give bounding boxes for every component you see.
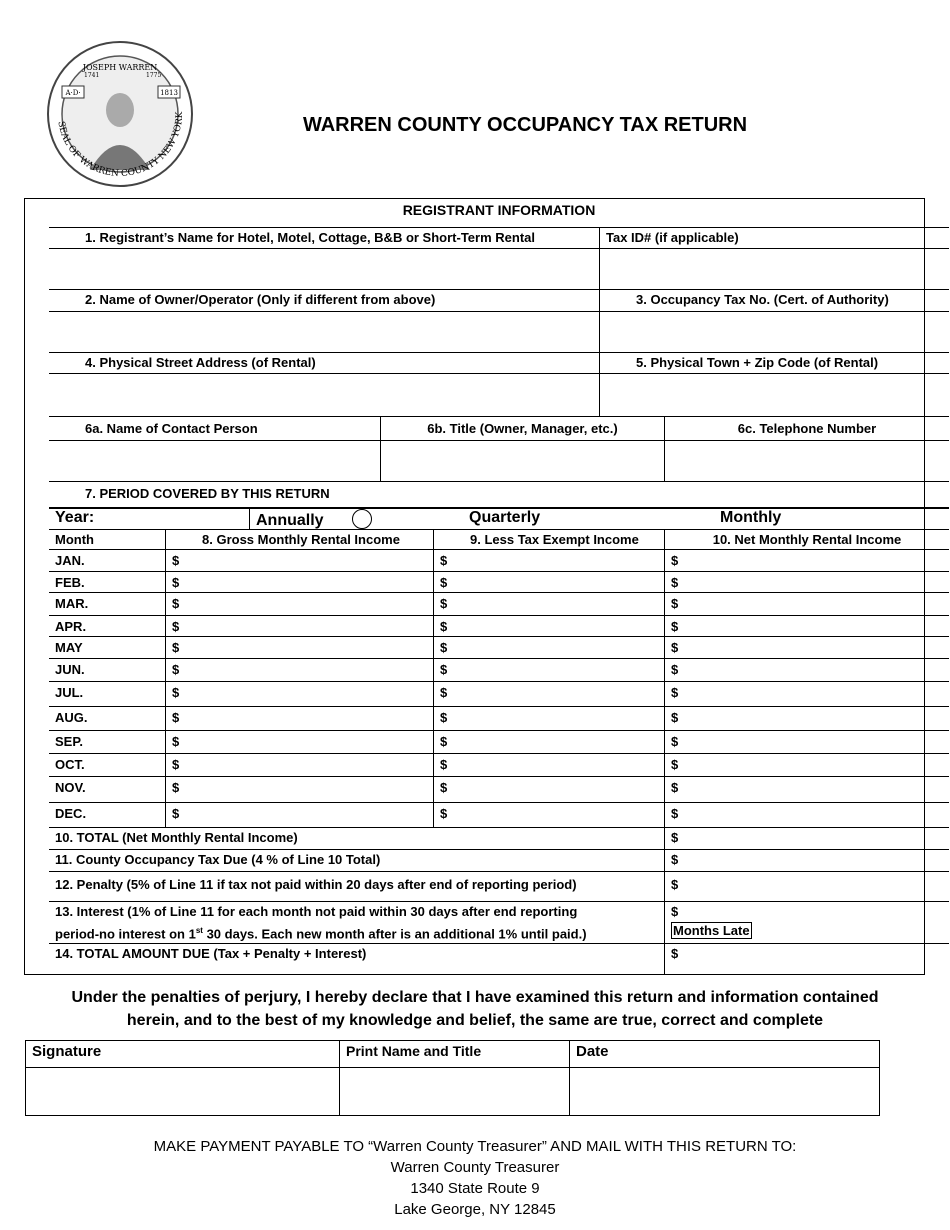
tax-exempt-field[interactable]: $	[433, 550, 664, 571]
svg-text:1775: 1775	[146, 72, 162, 79]
col-tax-exempt: 9. Less Tax Exempt Income	[433, 530, 664, 549]
svg-text:SEAL OF WARREN COUNTY NEW YORK: SEAL OF WARREN COUNTY NEW YORK	[55, 111, 186, 180]
gross-income-field[interactable]: $	[165, 707, 433, 730]
label-print-name: Print Name and Title	[339, 1041, 569, 1067]
svg-text:1741: 1741	[84, 72, 100, 79]
address-name: Warren County Treasurer	[390, 1159, 560, 1176]
col-net-income: 10. Net Monthly Rental Income	[664, 530, 949, 549]
month-row	[49, 549, 949, 571]
gross-income-field[interactable]: $	[165, 682, 433, 706]
label-year: Year:	[55, 509, 95, 526]
payment-instructions	[0, 1136, 950, 1220]
net-income-field[interactable]: $	[664, 659, 949, 681]
month-label: APR.	[55, 619, 87, 634]
net-income-field[interactable]: $	[664, 616, 949, 636]
net-income-field[interactable]: $	[664, 682, 949, 706]
gross-income-field[interactable]: $	[165, 637, 433, 658]
month-label: JUN.	[55, 662, 85, 677]
net-income-field[interactable]: $	[664, 572, 949, 592]
perjury-declaration	[20, 986, 930, 1032]
tax-exempt-field[interactable]: $	[433, 777, 664, 802]
col-month: Month	[55, 532, 94, 547]
month-label: JUL.	[55, 685, 84, 700]
tax-exempt-field[interactable]: $	[433, 637, 664, 658]
month-row	[49, 636, 949, 658]
contact-title-field[interactable]	[380, 441, 664, 481]
label-line-13-interest	[49, 902, 664, 943]
net-income-field[interactable]: $	[664, 550, 949, 571]
payment-payable-line: MAKE PAYMENT PAYABLE TO “Warren County Treasurer” AND MAIL WITH THIS RETURN TO:	[153, 1138, 797, 1155]
label-line-10-total: 10. TOTAL (Net Monthly Rental Income)	[55, 830, 298, 845]
label-owner-operator: 2. Name of Owner/Operator (Only if different from above)	[85, 292, 436, 307]
registrant-name-field[interactable]	[49, 249, 599, 289]
svg-text:A·D·: A·D·	[65, 89, 81, 97]
month-label: SEP.	[55, 734, 83, 749]
line-13-text-1: 13. Interest (1% of Line 11 for each month not paid within 30 days after end reporting	[55, 904, 578, 919]
months-late-field[interactable]: Months Late	[673, 923, 750, 938]
gross-income-field[interactable]: $	[165, 550, 433, 571]
net-income-field[interactable]: $	[664, 637, 949, 658]
signature-table	[25, 1040, 880, 1116]
annually-label: Annually	[256, 512, 324, 529]
line-13-interest-field[interactable]: $	[671, 904, 679, 919]
month-row	[49, 615, 949, 636]
annually-radio[interactable]	[352, 509, 372, 529]
telephone-field[interactable]	[664, 441, 949, 481]
tax-exempt-field[interactable]: $	[433, 659, 664, 681]
label-contact-person: 6a. Name of Contact Person	[85, 421, 258, 436]
option-quarterly[interactable]: Quarterly	[469, 509, 541, 526]
label-occupancy-tax-no: 3. Occupancy Tax No. (Cert. of Authority)	[599, 290, 949, 311]
gross-income-field[interactable]: $	[165, 616, 433, 636]
month-row	[49, 592, 949, 615]
month-label: MAR.	[55, 596, 89, 611]
month-label: FEB.	[55, 575, 85, 590]
tax-exempt-field[interactable]: $	[433, 803, 664, 827]
address-street: 1340 State Route 9	[410, 1180, 540, 1197]
month-row	[49, 776, 949, 802]
address-city: Lake George, NY 12845	[394, 1201, 556, 1218]
month-row	[49, 753, 949, 776]
tax-exempt-field[interactable]: $	[433, 593, 664, 615]
tax-return-form	[24, 198, 925, 975]
gross-income-field[interactable]: $	[165, 803, 433, 827]
month-row	[49, 658, 949, 681]
month-row	[49, 571, 949, 592]
net-income-field[interactable]: $	[664, 803, 949, 827]
svg-text:1813: 1813	[160, 89, 178, 97]
gross-income-field[interactable]: $	[165, 754, 433, 776]
declaration-line-2: herein, and to the best of my knowledge and belief, the same are true, correct and complete	[126, 1012, 824, 1029]
tax-exempt-field[interactable]: $	[433, 707, 664, 730]
gross-income-field[interactable]: $	[165, 659, 433, 681]
label-period-covered: 7. PERIOD COVERED BY THIS RETURN	[85, 486, 330, 501]
tax-exempt-field[interactable]: $	[433, 731, 664, 753]
signature-field[interactable]	[26, 1068, 339, 1116]
line-13-text-2: period-no interest on 1st 30 days. Each new month after is an additional 1% until paid.)	[55, 926, 587, 942]
tax-exempt-field[interactable]: $	[433, 616, 664, 636]
month-row	[49, 730, 949, 753]
line-10-total-field[interactable]: $	[664, 828, 949, 849]
month-label: JAN.	[55, 553, 85, 568]
tax-exempt-field[interactable]: $	[433, 572, 664, 592]
col-gross-income: 8. Gross Monthly Rental Income	[165, 530, 433, 549]
owner-operator-field[interactable]	[49, 312, 599, 352]
label-line-14-total-due: 14. TOTAL AMOUNT DUE (Tax + Penalty + Interest)	[55, 946, 367, 961]
gross-income-field[interactable]: $	[165, 777, 433, 802]
option-monthly[interactable]: Monthly	[720, 509, 782, 526]
net-income-field[interactable]: $	[664, 731, 949, 753]
declaration-line-1: Under the penalties of perjury, I hereby declare that I have examined this return and information contained	[71, 989, 879, 1006]
gross-income-field[interactable]: $	[165, 593, 433, 615]
svg-text:JOSEPH WARREN: JOSEPH WARREN	[82, 63, 158, 72]
label-tax-id: Tax ID# (if applicable)	[599, 228, 949, 248]
contact-person-field[interactable]	[49, 441, 380, 481]
label-town-zip: 5. Physical Town + Zip Code (of Rental)	[599, 353, 949, 373]
month-label: OCT.	[55, 757, 85, 772]
label-contact-title: 6b. Title (Owner, Manager, etc.)	[380, 417, 664, 440]
label-line-12-penalty: 12. Penalty (5% of Line 11 if tax not paid within 20 days after end of reporting period)	[55, 877, 577, 892]
month-label: MAY	[55, 640, 83, 655]
line-11-tax-due-field[interactable]: $	[664, 850, 949, 871]
tax-exempt-field[interactable]: $	[433, 754, 664, 776]
print-name-field[interactable]	[339, 1068, 569, 1116]
label-signature: Signature	[32, 1043, 102, 1060]
net-income-field[interactable]: $	[664, 777, 949, 802]
registrant-heading-row	[49, 198, 949, 227]
label-street-address: 4. Physical Street Address (of Rental)	[85, 355, 316, 370]
label-date: Date	[569, 1041, 879, 1067]
option-annually[interactable]	[249, 509, 429, 529]
month-label: DEC.	[55, 806, 87, 821]
warren-county-seal-logo	[44, 40, 196, 188]
month-label: NOV.	[55, 780, 86, 795]
registrant-heading: REGISTRANT INFORMATION	[402, 202, 596, 218]
month-label: AUG.	[55, 710, 88, 725]
net-income-field[interactable]: $	[664, 593, 949, 615]
net-income-field[interactable]: $	[664, 754, 949, 776]
month-row	[49, 681, 949, 706]
month-row	[49, 706, 949, 730]
street-address-field[interactable]	[49, 374, 599, 416]
net-income-field[interactable]: $	[664, 707, 949, 730]
occupancy-tax-no-field[interactable]	[599, 312, 949, 352]
page-title: WARREN COUNTY OCCUPANCY TAX RETURN	[302, 114, 748, 136]
line-12-penalty-field[interactable]: $	[664, 872, 949, 901]
month-row	[49, 802, 949, 827]
line-14-total-due-field[interactable]: $	[664, 944, 949, 975]
label-registrant-name: 1. Registrant’s Name for Hotel, Motel, Cottage, B&B or Short-Term Rental	[85, 230, 535, 245]
label-line-11-tax-due: 11. County Occupancy Tax Due (4 % of Line 10 Total)	[55, 852, 381, 867]
date-field[interactable]	[569, 1068, 879, 1116]
gross-income-field[interactable]: $	[165, 731, 433, 753]
gross-income-field[interactable]: $	[165, 572, 433, 592]
tax-exempt-field[interactable]: $	[433, 682, 664, 706]
label-telephone: 6c. Telephone Number	[664, 417, 949, 440]
town-zip-field[interactable]	[599, 374, 949, 416]
tax-id-field[interactable]	[599, 249, 949, 289]
